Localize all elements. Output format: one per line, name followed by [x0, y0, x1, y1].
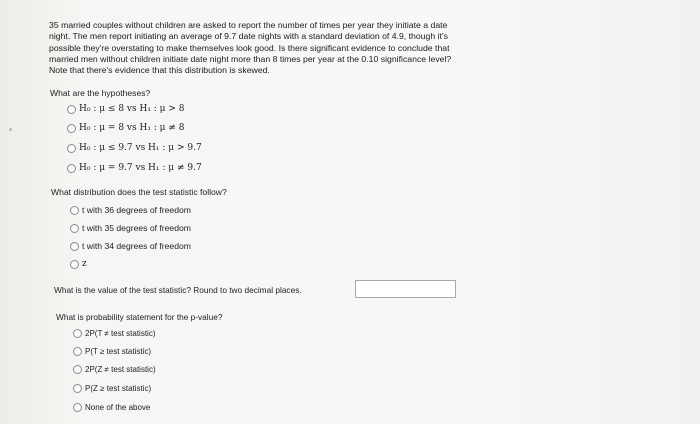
- p-value-option-label: None of the above: [85, 403, 151, 412]
- radio-button[interactable]: [73, 365, 82, 374]
- distribution-option-4[interactable]: [70, 259, 87, 269]
- radio-button[interactable]: [73, 403, 82, 412]
- problem-statement: [49, 20, 549, 76]
- hypothesis-option-label: H₀ : μ = 9.7 vs H₁ : μ ≠ 9.7: [79, 163, 202, 173]
- hypothesis-option-label: H₀ : μ ≤ 9.7 vs H₁ : μ > 9.7: [79, 143, 202, 153]
- radio-button[interactable]: [67, 105, 76, 114]
- radio-button[interactable]: [70, 260, 79, 269]
- p-value-option-2[interactable]: [73, 347, 151, 356]
- problem-line-2: night. The men report initiating an average of 9.7 date nights with a standard deviation of 4.9, though it's: [49, 31, 448, 42]
- p-value-option-label: P(Z ≥ test statistic): [85, 384, 152, 393]
- distribution-option-label: t with 36 degrees of freedom: [82, 205, 191, 215]
- distribution-option-2[interactable]: [70, 223, 191, 233]
- hypothesis-option-2[interactable]: [67, 123, 185, 133]
- p-value-option-label: 2P(T ≠ test statistic): [85, 329, 156, 338]
- hypothesis-option-1[interactable]: [67, 104, 185, 114]
- distribution-option-label: z: [82, 259, 87, 269]
- problem-line-1: 35 married couples without children are asked to report the number of times per year they initiate a date: [49, 20, 448, 30]
- test-statistic-input[interactable]: [355, 280, 456, 298]
- radio-button[interactable]: [67, 144, 76, 153]
- p-value-question: What is probability statement for the p-value?: [56, 312, 223, 322]
- distribution-option-label: t with 34 degrees of freedom: [82, 241, 191, 251]
- radio-button[interactable]: [67, 164, 76, 173]
- radio-button[interactable]: [73, 384, 82, 393]
- distribution-option-1[interactable]: [70, 205, 191, 215]
- test-statistic-question: What is the value of the test statistic? Round to two decimal places.: [54, 285, 302, 295]
- margin-dot: [9, 128, 12, 131]
- distribution-option-label: t with 35 degrees of freedom: [82, 223, 191, 233]
- problem-line-4: married men without children initiate date night more than 8 times per year at the 0.10 significance level?: [49, 53, 452, 64]
- radio-button[interactable]: [73, 329, 82, 338]
- p-value-option-label: P(T ≥ test statistic): [85, 347, 152, 356]
- problem-line-3: possible they're overstating to make themselves look good. Is there significant evidence to conclude that: [49, 42, 450, 53]
- hypotheses-question: What are the hypotheses?: [50, 88, 151, 98]
- radio-button[interactable]: [70, 206, 79, 215]
- p-value-option-label: 2P(Z ≠ test statistic): [85, 365, 156, 374]
- distribution-question: What distribution does the test statistic follow?: [51, 187, 227, 197]
- hypothesis-option-label: H₀ : μ ≤ 8 vs H₁ : μ > 8: [79, 104, 185, 114]
- radio-button[interactable]: [70, 242, 79, 251]
- hypothesis-option-3[interactable]: [67, 143, 202, 153]
- p-value-option-5[interactable]: [73, 403, 150, 412]
- radio-button[interactable]: [73, 347, 82, 356]
- p-value-option-4[interactable]: [73, 384, 151, 393]
- radio-button[interactable]: [67, 124, 76, 133]
- radio-button[interactable]: [70, 224, 79, 233]
- hypothesis-option-4[interactable]: [67, 163, 202, 173]
- p-value-option-1[interactable]: [73, 329, 155, 338]
- hypothesis-option-label: H₀ : μ = 8 vs H₁ : μ ≠ 8: [79, 123, 185, 133]
- distribution-option-3[interactable]: [70, 241, 191, 251]
- p-value-option-3[interactable]: [73, 365, 156, 374]
- problem-line-5: Note that there's evidence that this distribution is skewed.: [49, 65, 270, 76]
